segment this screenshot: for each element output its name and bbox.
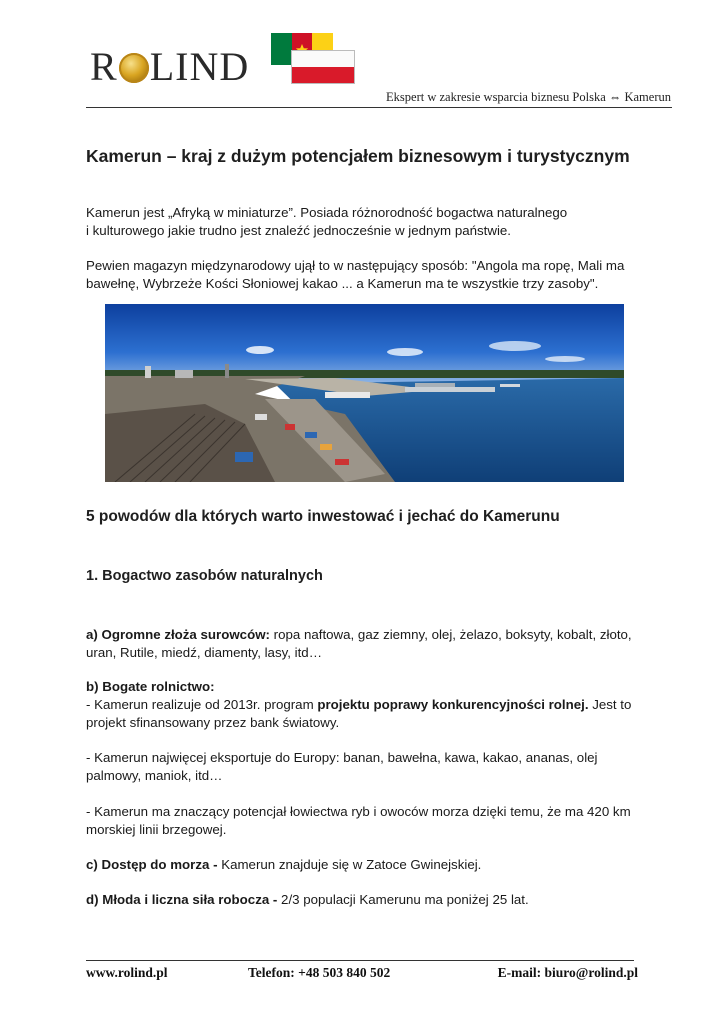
item-c [86, 856, 646, 874]
tagline: Ekspert w zakresie wsparcia biznesu Polska ⇔ Kamerun [386, 90, 671, 104]
footer-website-link[interactable]: www.rolind.pl [86, 965, 168, 980]
item-c-label: c) Dostęp do morza - [86, 857, 218, 872]
footer-email-link[interactable]: E-mail: biuro@rolind.pl [497, 965, 638, 980]
item-b1-pre: - Kamerun realizuje od 2013r. program [86, 697, 318, 712]
item-d-label: d) Młoda i liczna siła robocza - [86, 892, 278, 907]
item-b [86, 678, 646, 732]
item-a-label: a) Ogromne złoża surowców: [86, 627, 270, 642]
item-a [86, 626, 646, 662]
item-b2-line1: - Kamerun najwięcej eksportuje do Europy: banan, bawełna, kawa, kakao, ananas, olej [86, 750, 598, 765]
footer-divider [86, 960, 634, 961]
section-title: 5 powodów dla których warto inwestować i jechać do Kamerunu [86, 508, 560, 525]
intro-paragraph-2 [86, 257, 646, 293]
header-divider [86, 107, 672, 108]
subsection-title: 1. Bogactwo zasobów naturalnych [86, 568, 323, 584]
item-b3-line1: - Kamerun ma znaczący potencjał łowiectwa ryb i owoców morza dzięki temu, że ma 420 km [86, 804, 631, 819]
item-b1-post: Jest to [588, 697, 632, 712]
page-title: Kamerun – kraj z dużym potencjałem biznesowym i turystycznym [86, 146, 630, 166]
item-a-text: ropa naftowa, gaz ziemny, olej, żelazo, boksyty, kobalt, złoto, [269, 627, 632, 642]
footer-phone: Telefon: +48 503 840 502 [248, 965, 391, 980]
intro-p2-line2: bawełnę, Wybrzeże Kości Słoniowej kakao ... a Kamerun ma te wszystkie trzy zasoby". [86, 276, 599, 291]
poland-flag-icon [291, 50, 355, 84]
intro-paragraph-1 [86, 204, 646, 240]
item-b1-bold: projektu poprawy konkurencyjności rolnej. [317, 697, 589, 712]
item-a-line2: uran, Rutile, miedź, diamenty, lasy, itd… [86, 645, 322, 660]
item-c-text: Kamerun znajduje się w Zatoce Gwinejskiej. [217, 857, 482, 872]
item-b-label: b) Bogate rolnictwo: [86, 679, 215, 694]
logo-rest: LIND [149, 44, 250, 89]
intro-p1-line2: i kulturowego jakie trudno jest znaleźć jednocześnie w jednym państwie. [86, 223, 511, 238]
company-logo [90, 44, 249, 90]
item-b1-line2: projekt sfinansowany przez bank światowy. [86, 715, 340, 730]
item-b3-line2: morskiej linii brzegowej. [86, 822, 227, 837]
item-b2-line2: palmowy, maniok, itd… [86, 768, 223, 783]
item-d [86, 891, 646, 909]
item-b3 [86, 803, 646, 839]
logo-letter-r: R [90, 44, 118, 89]
item-d-text: 2/3 populacji Kamerunu ma poniżej 25 lat. [277, 892, 529, 907]
item-b2 [86, 749, 646, 785]
harbor-photo [105, 304, 624, 482]
gold-coin-icon [119, 53, 149, 83]
intro-p1-line1: Kamerun jest „Afryką w miniaturze”. Posiada różnorodność bogactwa naturalnego [86, 205, 568, 220]
intro-p2-line1: Pewien magazyn międzynarodowy ujął to w następujący sposób: "Angola ma ropę, Mali ma [86, 258, 625, 273]
